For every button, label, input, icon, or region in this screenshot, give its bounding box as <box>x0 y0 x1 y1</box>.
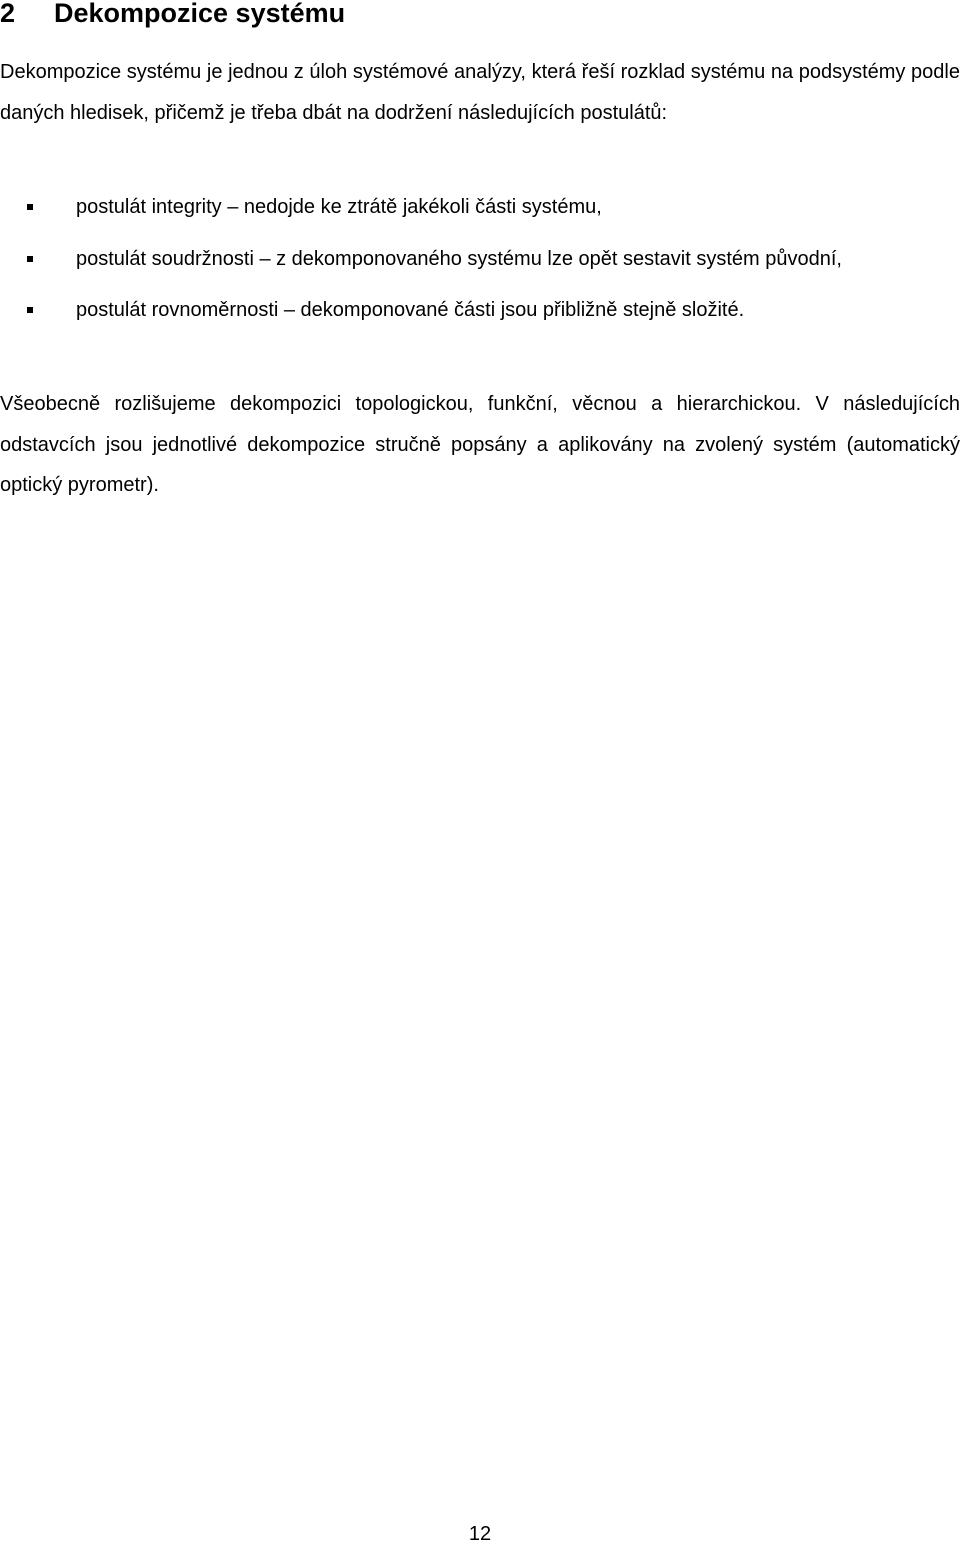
list-item-text: postulát rovnoměrnosti – dekomponované části jsou přibližně stejně složité. <box>76 299 745 321</box>
square-bullet-icon <box>27 307 33 313</box>
intro-paragraph: Dekompozice systému je jednou z úloh systémové analýzy, která řeší rozklad systému na podsystémy podle daných hledisek, přičemž je třeba dbát na dodržení následujících postulátů: <box>0 61 960 124</box>
list-item-text: postulát soudržnosti – z dekomponovaného systému lze opět sestavit systém původní, <box>76 247 842 270</box>
postulate-list <box>0 187 960 331</box>
section-title: Dekompozice systému <box>54 0 346 28</box>
square-bullet-icon <box>27 256 33 262</box>
section-number: 2 <box>0 0 16 28</box>
page-number: 12 <box>468 1523 492 1545</box>
list-item-text: postulát integrity – nedojde ke ztrátě jakékoli části systému, <box>76 196 602 218</box>
list-item <box>0 239 960 280</box>
closing-paragraph: Všeobecně rozlišujeme dekompozici topologickou, funkční, věcnou a hierarchickou. V následujících odstavcích jsou jednotlivé dekompozice stručně popsány a aplikovány na zvolený systém (automatický optický pyrometr). <box>0 393 960 496</box>
square-bullet-icon <box>27 204 33 210</box>
list-item <box>0 290 960 331</box>
section-heading <box>0 0 960 32</box>
list-item <box>0 187 960 228</box>
